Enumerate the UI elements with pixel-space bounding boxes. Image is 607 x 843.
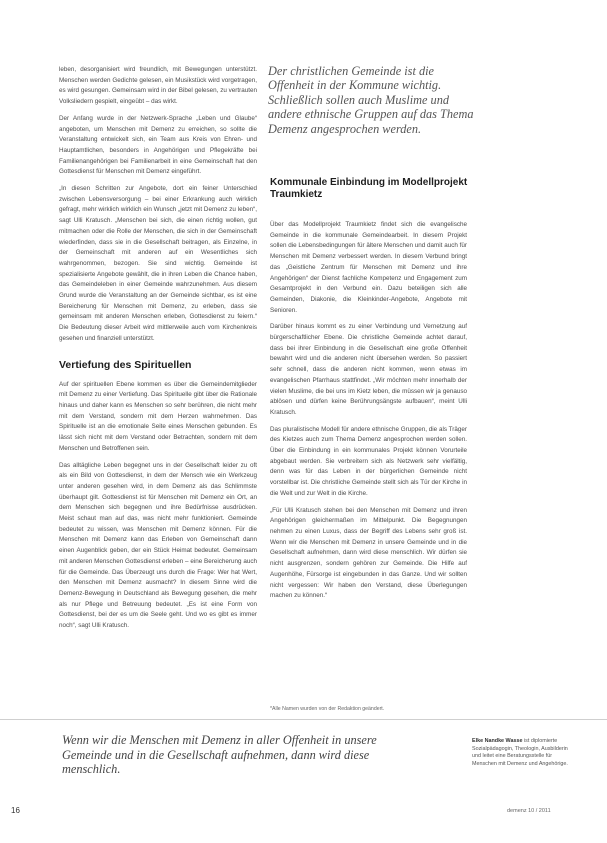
author-name: Elke Nandke Wasse [472,738,523,744]
body-paragraph: Das pluralistische Modell für andere ethnische Gruppen, die als Träger des Kietzes auch zum Thema Demenz angesprochen werden sollen. Über die Einbindung in ein kommunales Projekt können Vorurteile abgebaut werden. Sie verbreitern sich als Netzwerk sehr vielfältig, denn was für das Leben in der bürgerlichen Gemeinde nicht vorstellbar ist. Die christliche Gemeinde stellt sich als Tür der Kirche in die Welt und zur Welt in die Kirche. [270,425,467,497]
left-column [59,65,257,638]
body-paragraph: Auf der spirituellen Ebene kommen es über die Gemeindemitglieder mit Demenz zu einer Vertiefung. Das Spirituelle gibt über die Rationale hinaus und daher kann es Menschen so sehr berühren, die nicht mehr mit dem Verstand, sondern mit dem Herzen wahrnehmen. Das Spirituelle ist an die emotionale Seite eines Menschen gebunden. Es lässt sich nicht mit dem Verstand oder Betrachten, sondern mit dem Menschen und Betroffenen sein. [59,380,257,452]
body-paragraph: leben, desorganisiert wird freundlich, mit Bewegungen unterstützt. Menschen werden Gedichte gelesen, ein Musikstück wird vorgetragen, es wird gesungen. Gemeinsam wird in der Bibel gelesen, zu vertrauten Volksliedern gespielt, eingeübt – das wirkt. [59,66,257,106]
footnote: *Alle Namen wurden von der Redaktion geändert. [270,706,385,712]
pull-quote-bottom: Wenn wir die Menschen mit Demenz in aller Offenheit in unsere Gemeinde und in die Gesellschaft aufnehmen, dann wird diese menschlich. [62,733,377,777]
pull-quote-top: Der christlichen Gemeinde ist die Offenheit in der Kommune wichtig. Schließlich sollen auch Muslime und andere ethnische Gruppen auf das Thema Demenz angesprochen werden. [268,64,474,136]
body-paragraph: Das alltägliche Leben begegnet uns in der Gesellschaft leider zu oft als ein Bild von Gottesdienst, in dem der Mensch wie ein Werkzeug unter anderen gesehen wird, in dem Demenz als das Schlimmste überhaupt gilt. Gottesdienst ist für Menschen mit Demenz ein Ort, an dem Menschen sich begegnen und ihre Bedürfnisse ausdrücken. Meist schaut man auf das, was nicht mehr funktioniert. Gemeinde bedeutet zu wissen, was Menschen mit Demenz können. Für die Menschen mit Demenz kann das Erleben von Gemeinschaft dann einen Augenblick geben, der ein Stück Heimat bedeutet. Gemeinsam mit anderen Menschen Gottesdienst erleben – eine Bereicherung auch für die Gemeinde. Das Überzeugt uns durch die Frage: Wer hat Wert, den Menschen mit Demenz ausmacht? In diesem Sinne wird die Demenz-Bewegung in Deutschland als Bewegung gesehen, die mehr als nur Pflege und Betreuung bedeutet. „Es ist eine Form von Gottesdienst, bei der es um die Seele geht. Und wo es gibt es immer noch“, sagt Ulli Kratusch. [59,461,257,630]
right-column [270,220,467,608]
body-paragraph: Über das Modellprojekt Traumkietz findet sich die evangelische Gemeinde in die kommunale Gemeindearbeit. In diesem Projekt sollen die Lebensbedingungen für ältere Menschen und damit auch für Menschen mit Demenz verbessert werden. In diesem Verbund bringt das „Geistliche Zentrum für Menschen mit Demenz und ihre Angehörigen“ der Dienst fachliche Kompetenz und Engagement zum Gesamtprojekt in den Verbund ein. Dazu beteiligen sich alle Gemeinden, Diakonie, die Kleinkinder-Angebote, Angebote mit Senioren. [270,221,467,314]
body-paragraph: Der Anfang wurde in der Netzwerk-Sprache „Leben und Glaube“ angeboten, um Menschen mit Demenz zu erreichen, so sollte die Veranstaltung entwickelt sich, ein Team aus Kreis von Ehren- und Hauptamtlichen, besonders in Angehörigen und Pflegekräfte bei Familienangehörigen bei Familienarbeit in eine Gemeinschaft hat den Gottesdienst für Menschen mit Demenz eingeführt. [59,114,257,176]
body-paragraph: „Für Ulli Kratusch stehen bei den Menschen mit Demenz und ihren Angehörigen gleichermaßen im Mittelpunkt. Die Begegnungen nehmen zu einen Luxus, dass der Begriff des Lebens sehr groß ist. Wenn wir die Menschen mit Demenz in unsere Gemeinde und in die Gesellschaft aufnehmen, dann wird diese menschlich. Wir dürfen sie nicht ausgrenzen, sondern gehören zur Gemeinde. Die Hilfe auf Augenhöhe, Fürsorge ist eingebunden in das Ganze. Und wir sollten nicht vergessen: Wir haben den Verstand, diese Überlegungen machen zu können.“ [270,506,467,600]
divider [0,719,607,720]
page-number: 16 [11,806,20,815]
section-heading: Vertiefung des Spirituellen [59,358,192,371]
author-caption [472,738,578,768]
section-heading: Kommunale Einbindung im Modellprojekt Traumkietz [270,177,468,200]
body-paragraph: „In diesen Schritten zur Angebote, dort ein feiner Unterschied zwischen Lebensversorgung – bei einer Erkrankung auch wirklich gefragt, mehr wirklich wirklich ein Wunsch „jetzt mit Demenz zu leben“, sagt Ulli Kratusch. „Menschen bei sich, die einen richtig wollen, gut mitmachen oder die Rolle der Menschen, die sich in der Gemeinschaft wiederfinden, dass sie in die Gesellschaft beitragen, als Einzelne, in der Gemeinschaft mit anderen auf ein Wesentliches sich wahrgenommen, bezogen. Sie sind wichtig. Gemeinde ist spezialisierte Angebote gewählt, die in ihren Leben die Chance haben, das Gemeindeleben in einer Gemeinde wahrzunehmen. Aus diesem Grund wurde die Veranstaltung an der Gemeinde sichtbar, es ist eine Bereicherung für Menschen mit Demenz, zu erleben, dass sie gemeinsam mit anderen Menschen erleben, Gottesdienst zu feiern.“ Die Bedeutung dieser Arbeit wird mittlerweile auch vom Kirchenkreis gesehen und finanziell unterstützt. [59,185,257,342]
author-description: ist diplomierte Sozialpädagogin, Theologin, Ausbilderin und leitet eine Beratungsstelle für Menschen mit Demenz und Angehörige. [472,738,568,767]
issue-label: demenz 10 / 2011 [507,808,551,814]
body-paragraph: Darüber hinaus kommt es zu einer Verbindung und Vernetzung auf bürgerschaftlicher Ebene. Die christliche Gemeinde achtet darauf, dass bei ihrer Einbindung in die Gesellschaft eine große Offenheit bewahrt wird und die anderen nicht übersehen werden. So passiert sehr schnell, dass die anderen nicht kommen, wenn etwas im evangelischen Pfarrhaus stattfindet. „Wir möchten mehr innerhalb der vielen Muslime, die bei uns im Kietz leben, die müssen wir ja genauso ablösen und dürfen keine Berührungsängste aufbauen“, meint Ulli Kratusch. [270,323,467,416]
